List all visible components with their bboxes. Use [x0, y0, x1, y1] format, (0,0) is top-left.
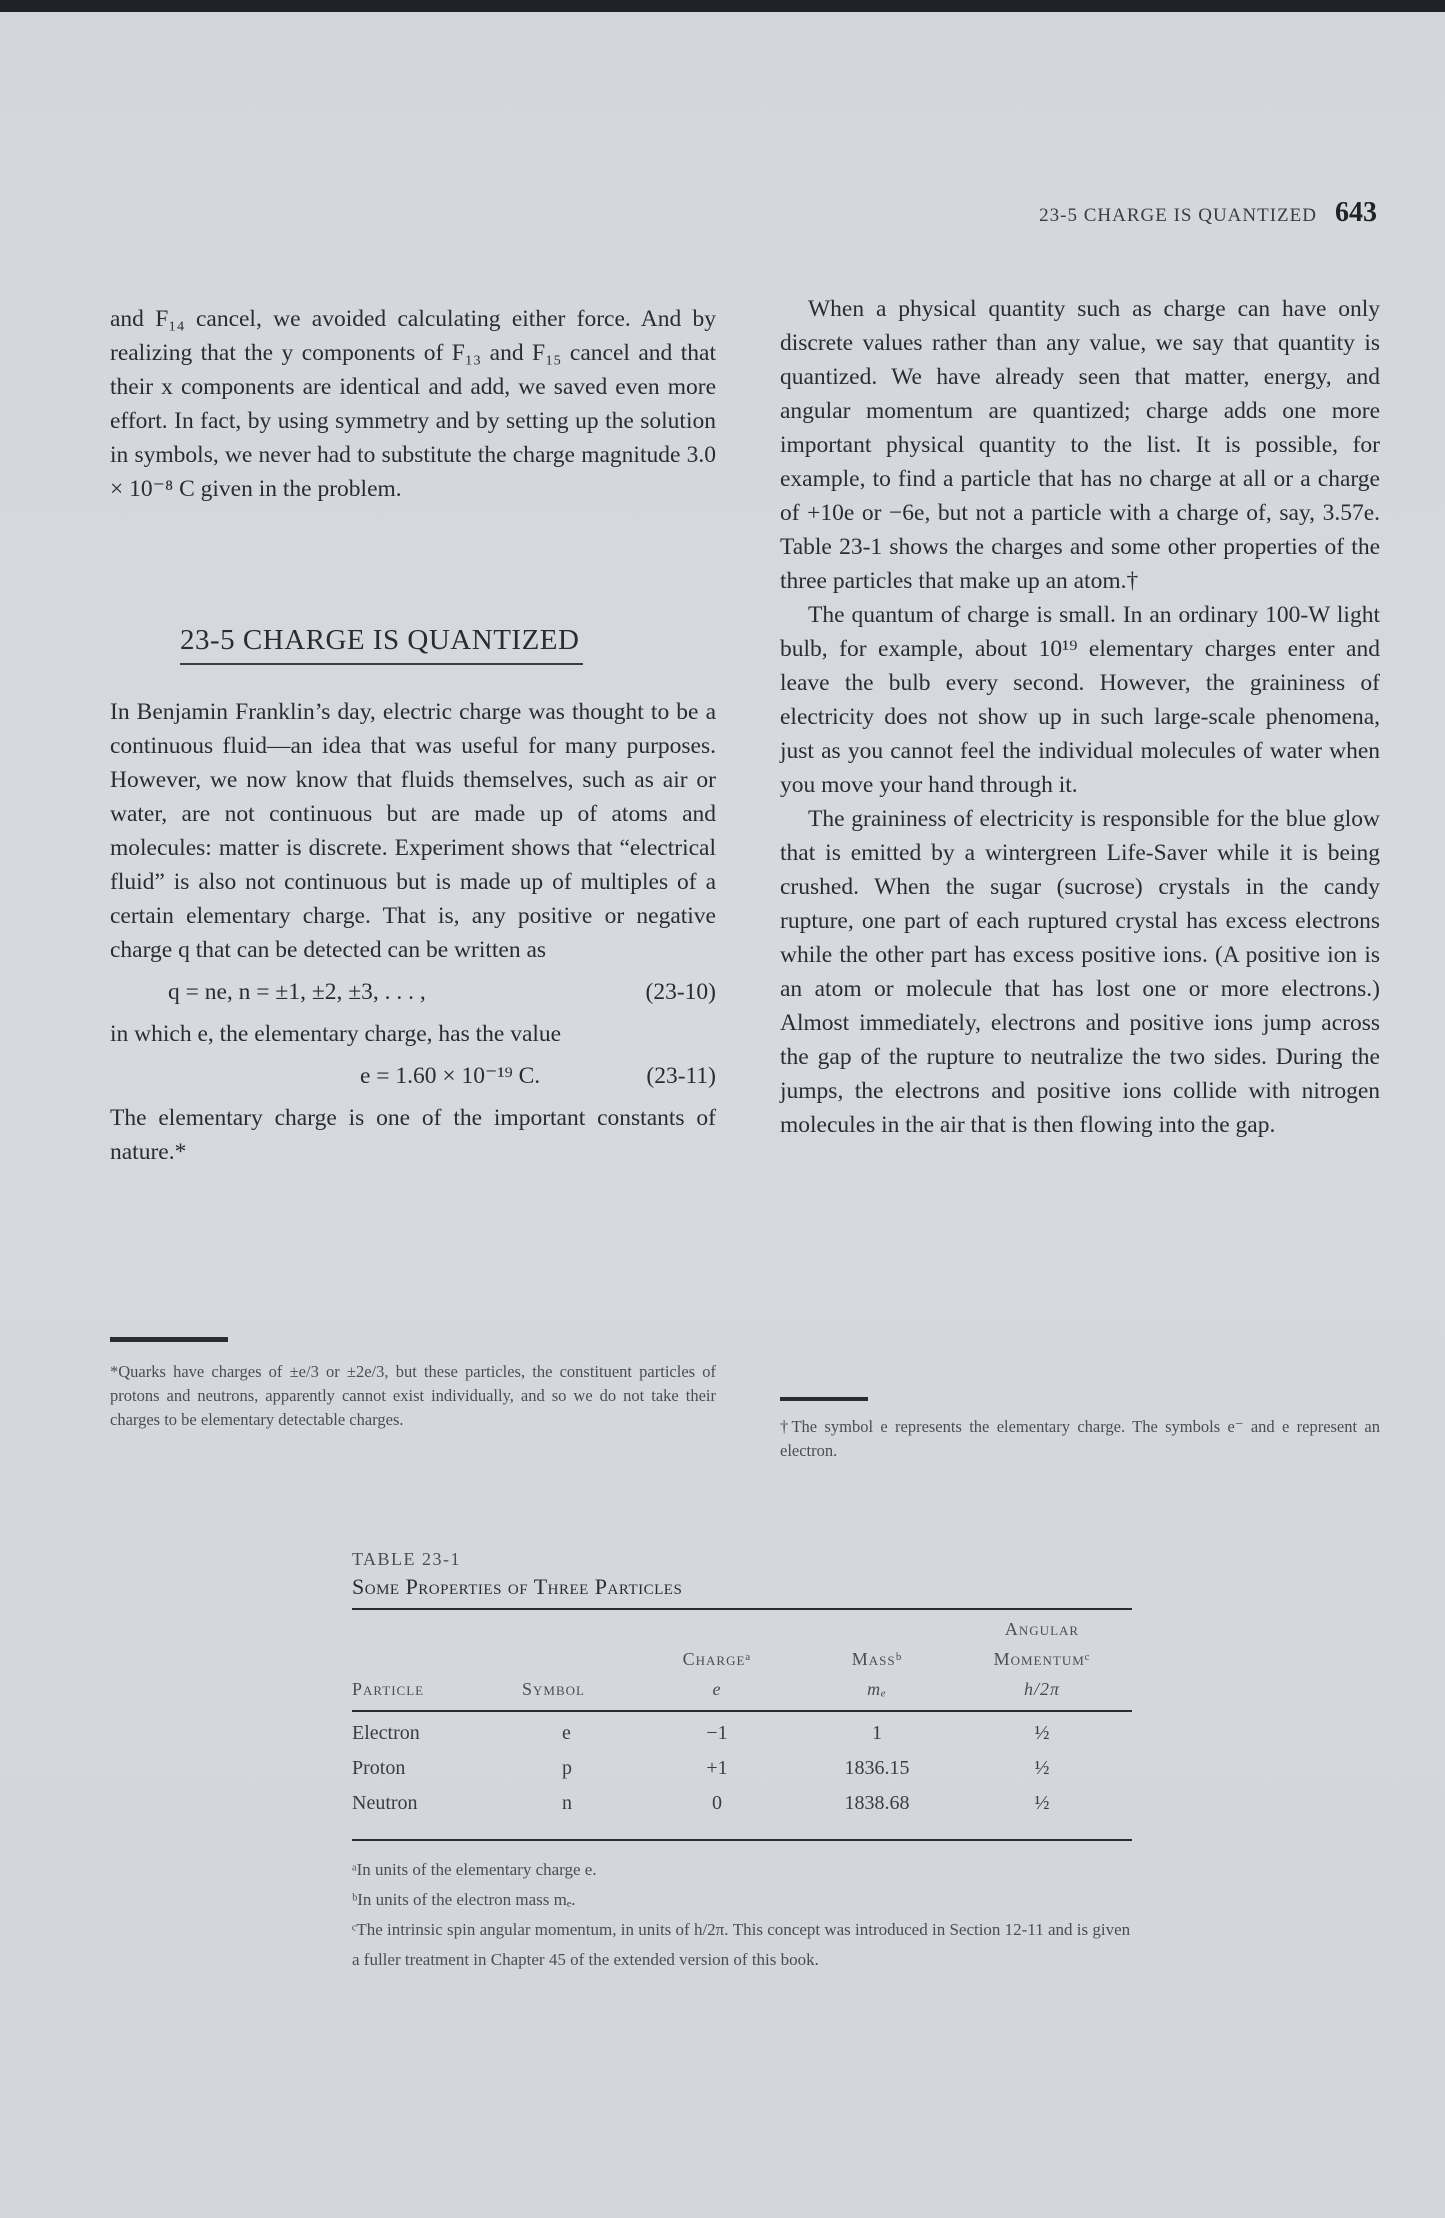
cell-symbol: e — [562, 1722, 571, 1744]
table-label: TABLE 23-1 — [352, 1549, 462, 1569]
paragraph-lifesaver: The graininess of electricity is responsible for the blue glow that is emitted by a wintergreen Life-Saver while it is being crushed. When the sugar (sucrose) crystals in the candy rupture, one part of each ruptured crystal has excess electrons while the other part has excess positive ions. (A positive ion is an atom or molecule that has lost one or more electrons.) Almost immediately, electrons and positive ions jump across the gap of the rupture to neutralize the two sides. During the jumps, the electrons and positive ions collide with nitrogen molecules in the air that is then flowing into the gap. — [780, 806, 1380, 1138]
table-row — [352, 1786, 1132, 1821]
book-page — [0, 12, 1445, 2218]
cell-particle: Proton — [352, 1757, 406, 1779]
header-mass: Massᵇ mₑ — [851, 1649, 903, 1699]
paragraph-quantized: When a physical quantity such as charge can have only discrete values rather than any value, we say that quantity is quantized. We have already seen that matter, energy, and angular momentum are quantized; charge adds one more important physical quantity to the list. It is possible, for example, to find a particle that has no charge at all or a charge of +10e or −6e, but not a particle with a charge of, say, 3.57e. Table 23-1 shows the charges and some other properties of the three particles that make up an atom.† — [780, 296, 1380, 594]
table-note-a: ᵃIn units of the elementary charge e. — [352, 1860, 597, 1879]
equation-23-10-number: (23-10) — [645, 979, 716, 1005]
cell-charge: −1 — [706, 1722, 728, 1744]
footnote-rule — [110, 1337, 228, 1342]
page-number: 643 — [1335, 197, 1377, 228]
left-column-top — [110, 302, 716, 506]
equation-23-11-number: (23-11) — [646, 1063, 716, 1089]
table-note-b: ᵇIn units of the electron mass mₑ. — [352, 1890, 576, 1909]
footnote-quarks: *Quarks have charges of ±e/3 or ±2e/3, but these particles, the constituent particles of protons and neutrons, apparently cannot exist individually, and so we do not take their charges to be elementary detectable charges. — [110, 1362, 716, 1429]
cell-mass: 1838.68 — [844, 1792, 910, 1814]
equation-23-11-body: e = 1.60 × 10⁻¹⁹ C. — [360, 1063, 541, 1089]
cell-angular-momentum: ½ — [1034, 1722, 1050, 1744]
table-bottom-rule — [352, 1839, 1132, 1841]
left-column-main — [110, 695, 716, 1169]
table-row — [352, 1751, 1132, 1786]
equation-23-10-body: q = ne, n = ±1, ±2, ±3, . . . , — [168, 979, 426, 1005]
right-footnote-block — [780, 1397, 1380, 1463]
header-particle: Particle — [352, 1679, 425, 1699]
table-header-rule — [352, 1710, 1132, 1712]
table-header-row — [352, 1610, 1132, 1704]
right-column-main — [780, 292, 1380, 1142]
cell-angular-momentum: ½ — [1034, 1792, 1050, 1814]
paragraph-constants: The elementary charge is one of the important constants of nature.* — [110, 1105, 716, 1165]
cell-charge: +1 — [706, 1757, 728, 1779]
paragraph-elementary-charge: in which e, the elementary charge, has the value — [110, 1021, 562, 1047]
running-head — [1039, 197, 1377, 229]
cell-mass: 1 — [872, 1722, 882, 1744]
footnote-rule — [780, 1397, 868, 1401]
paragraph-franklin: In Benjamin Franklin’s day, electric charge was thought to be a continuous fluid—an idea that was useful for many purposes. However, we now know that fluids themselves, such as air or water, are not continuous but are made up of atoms and molecules: matter is discrete. Experiment shows that “electrical fluid” is also not continuous but is made up of multiples of a certain elementary charge. That is, any positive or negative charge q that can be detected can be written as — [110, 699, 716, 963]
equation-23-10 — [110, 975, 716, 1009]
section-heading: 23-5 CHARGE IS QUANTIZED — [180, 624, 583, 665]
paragraph-continuation: and F₁₄ cancel, we avoided calculating either force. And by realizing that the y components of F₁₃ and F₁₅ cancel and that their x components are identical and add, we saved even more effort. In fact, by using symmetry and by setting up the solution in symbols, we never had to substitute the charge magnitude 3.0 × 10⁻⁸ C given in the problem. — [110, 306, 716, 502]
table-row — [352, 1716, 1132, 1751]
equation-23-11 — [110, 1059, 716, 1093]
cell-particle: Electron — [352, 1722, 420, 1744]
properties-table — [352, 1610, 1132, 1855]
footnote-symbol-e: †The symbol e represents the elementary charge. The symbols e⁻ and e represent an electron. — [780, 1417, 1380, 1460]
cell-mass: 1836.15 — [844, 1757, 910, 1779]
cell-particle: Neutron — [352, 1792, 418, 1814]
header-symbol: Symbol — [522, 1679, 585, 1699]
left-footnote-block — [110, 1337, 716, 1432]
header-charge: Chargeᵃ e — [682, 1649, 752, 1699]
cell-angular-momentum: ½ — [1034, 1757, 1050, 1779]
table-title: Some Properties of Three Particles — [352, 1574, 683, 1599]
cell-symbol: n — [562, 1792, 572, 1814]
table-23-1 — [352, 1549, 1132, 1975]
table-note-c: ᶜThe intrinsic spin angular momentum, in units of h/2π. This concept was introduced in Section 12-11 and is given a fuller treatment in Chapter 45 of the extended version of this book. — [352, 1920, 1131, 1969]
cell-symbol: p — [562, 1757, 572, 1779]
running-head-title: 23-5 CHARGE IS QUANTIZED — [1039, 205, 1317, 226]
header-angular-momentum: Angular Momentumᶜ h/2π — [993, 1619, 1091, 1699]
cell-charge: 0 — [712, 1792, 722, 1814]
paragraph-quantum-small: The quantum of charge is small. In an ordinary 100-W light bulb, for example, about 10¹⁹ elementary charges enter and leave the bulb every second. However, the graininess of electricity does not show up in such large-scale phenomena, just as you cannot feel the individual molecules of water when you move your hand through it. — [780, 602, 1380, 798]
